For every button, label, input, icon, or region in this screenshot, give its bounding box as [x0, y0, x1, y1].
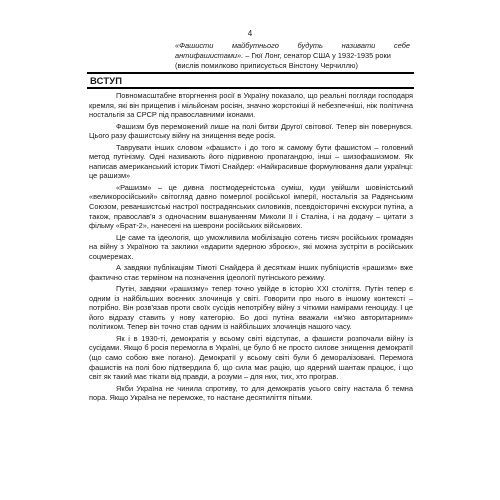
- paragraph: Повномасштабне вторгнення росії в Україну показало, що реальні погляди господаря кремля, які він прищепив і мільйонам росіян, значно жорстокіші й небезпечніші, ніж політична ностальгія за СРСР під православними іконами.: [89, 91, 413, 120]
- epigraph-note: (вислів помилково приписується Вінстону Черчиллю): [175, 60, 358, 70]
- paragraph: «Рашизм» – це дивна постмодерністська суміш, куди увійшли шовіністський «великоросійський» світогляд давно померлої російської імперії, ностальгія за Радянським Союзом, реваншистські настрої пострадянських силовиків, псевдоісторичні екскурси путіна, а також, православ'я з одночасним вшануванням Миколи ІІ і Сталіна, і на додачу – цитати з фільму «Брат-2», нанесені на шеврони російських військових.: [89, 182, 413, 231]
- paragraph: А завдяки публікаціям Тімоті Снайдера й десяткам інших публіцистів «рашизм» вже фактично стає терміном на позначення ідеології путінського режиму.: [89, 263, 413, 282]
- epigraph: [175, 41, 410, 70]
- page-number: 4: [247, 29, 253, 38]
- epigraph-attribution: – Гюї Лонг, сенатор США у 1932-1935 роки: [243, 50, 391, 60]
- paragraph: Як і в 1930-ті, демократія у всьому світі відступає, а фашисти розпочали війну із сусідами. Якщо б росія перемогла в Україні, це було б не просто силове знищення демократії (що само собою вже погано). Демократії у всьому світі були б деморалізовані. Перемога фашистів на полі бою підтвердила б, що сила має рацію, що ядерний шантаж працює, і що світ як такий має тікати від правди, а розуми – для них, тих, хто програв.: [89, 333, 413, 382]
- paragraph: Якби Україна не чинила спротиву, то для демократів усього світу настала б темна пора. Якщо Україна не переможе, то настане десятиліття пітьми.: [89, 383, 413, 403]
- epigraph-quote-line-2: антифашистами».: [175, 50, 244, 60]
- body-text: [89, 91, 413, 405]
- paragraph: Фашизм був переможений лише на полі битви Другої світової. Тепер він повернувся. Цього разу фашистську війну на знищення веде росія.: [89, 121, 413, 141]
- section-title: ВСТУП: [90, 75, 123, 86]
- paragraph: Таврувати інших словом «фашист» і до того ж самому бути фашистом – головний метод путінізму. Одні називають його підривною пропагандою, інші – шизофашизмом. Як написав американський історик Тімоті Снайдер: «Найкрасивше формулювання дали українці: це рашизм»: [89, 142, 413, 181]
- paragraph: Путін, завдяки «рашизму» тепер точно увійде в історію ХХІ століття. Путін тепер є одним із найбільших воєнних злочинців у світі. Говорити про нього в іншому контексті – потрібно. Він розв'язав проти своїх сусідів непотрібну війну з чіткими намірами геноциду. І це його відразу ставить у нову категорію. Бо досі путіна вважали «м'яко авторитарним» політиком. Тепер він точно став одним із найбільших злочинців нашого часу.: [89, 284, 413, 332]
- paragraph: Це саме та ідеологія, що уможливила мобілізацію сотень тисяч російських громадян на війну з Україною та заклики «вдарити ядерною зброєю», які можна зустріти в російських соцмережах.: [89, 232, 413, 261]
- section-header: [87, 72, 414, 89]
- epigraph-quote-line-1: «Фашисти майбутнього будуть називати себе: [175, 41, 410, 50]
